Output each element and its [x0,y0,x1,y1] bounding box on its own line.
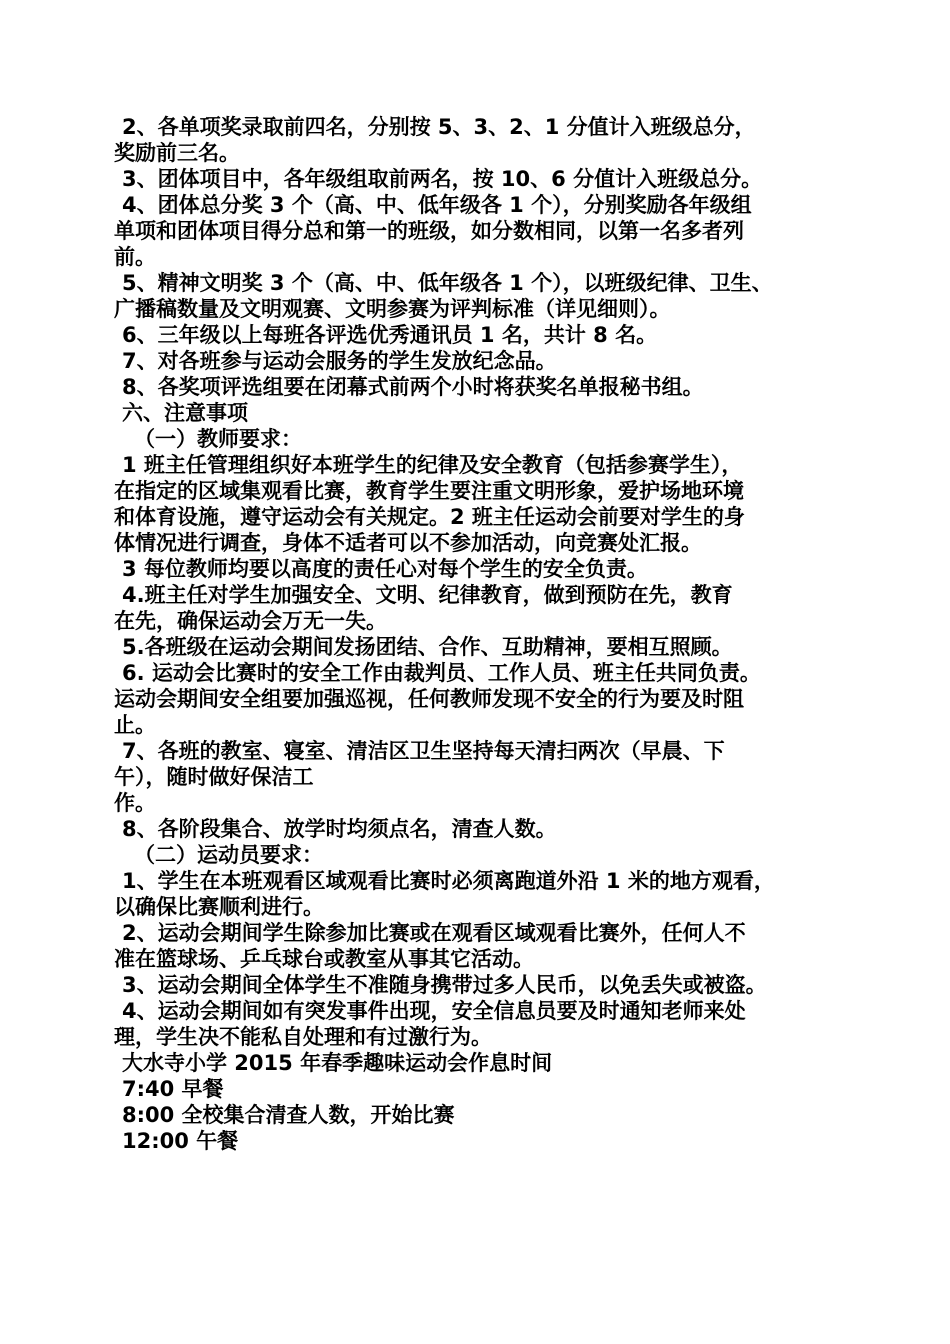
text-line: 以确保比赛顺利进行。 [114,895,324,919]
text-line: 作。 [114,791,156,815]
text-line: 5、精神文明奖 3 个（高、中、低年级各 1 个），以班级纪律、卫生、 [122,271,773,295]
text-line: 和体育设施，遵守运动会有关规定。2 班主任运动会前要对学生的身 [114,505,745,529]
text-line: 广播稿数量及文明观赛、文明参赛为评判标准（详见细则）。 [114,297,671,321]
text-line: 5.各班级在运动会期间发扬团结、合作、互助精神，要相互照顾。 [122,635,733,659]
text-line: 6. 运动会比赛时的安全工作由裁判员、工作人员、班主任共同负责。 [122,661,761,685]
text-line: 1、学生在本班观看区域观看比赛时必须离跑道外沿 1 米的地方观看， [122,869,775,893]
text-line: 7、各班的教室、寝室、清洁区卫生坚持每天清扫两次（早晨、下 [122,739,725,763]
text-line: （一）教师要求： [134,427,302,451]
text-line: 六、注意事项 [122,401,248,425]
text-line: 在指定的区域集观看比赛，教育学生要注重文明形象，爱护场地环境 [114,479,744,503]
text-line: 前。 [114,245,156,269]
text-line: 12:00 午餐 [122,1129,239,1153]
text-line: 3、团体项目中，各年级组取前两名，按 10、6 分值计入班级总分。 [122,167,763,191]
text-line: 3、运动会期间全体学生不准随身携带过多人民币，以免丢失或被盗。 [122,973,767,997]
text-line: 6、三年级以上每班各评选优秀通讯员 1 名，共计 8 名。 [122,323,658,347]
text-line: 7:40 早餐 [122,1077,224,1101]
text-line: 止。 [114,713,156,737]
text-line: 奖励前三名。 [114,141,240,165]
document-page [114,114,844,1154]
text-line: 大水寺小学 2015 年春季趣味运动会作息时间 [122,1051,553,1075]
text-line: 2、运动会期间学生除参加比赛或在观看区域观看比赛外，任何人不 [122,921,746,945]
text-line: 4、团体总分奖 3 个（高、中、低年级各 1 个），分别奖励各年级组 [122,193,752,217]
text-line: 在先，确保运动会万无一失。 [114,609,387,633]
text-line: 体情况进行调查，身体不适者可以不参加活动，向竞赛处汇报。 [114,531,702,555]
text-line: 4、运动会期间如有突发事件出现，安全信息员要及时通知老师来处 [122,999,746,1023]
text-line: 1 班主任管理组织好本班学生的纪律及安全教育（包括参赛学生）， [122,453,743,477]
text-line: 2、各单项奖录取前四名，分别按 5、3、2、1 分值计入班级总分， [122,115,756,139]
text-line: 3 每位教师均要以高度的责任心对每个学生的安全负责。 [122,557,648,581]
text-line: 7、对各班参与运动会服务的学生发放纪念品。 [122,349,557,373]
text-line: （二）运动员要求： [134,843,323,867]
text-line: 8、各阶段集合、放学时均须点名，清查人数。 [122,817,557,841]
text-line: 准在篮球场、乒乓球台或教室从事其它活动。 [114,947,534,971]
text-line: 8:00 全校集合清查人数，开始比赛 [122,1103,455,1127]
text-line: 理，学生决不能私自处理和有过激行为。 [114,1025,492,1049]
text-line: 8、各奖项评选组要在闭幕式前两个小时将获奖名单报秘书组。 [122,375,704,399]
text-line: 4.班主任对学生加强安全、文明、纪律教育，做到预防在先，教育 [122,583,733,607]
text-line: 运动会期间安全组要加强巡视，任何教师发现不安全的行为要及时阻 [114,687,744,711]
text-line: 午），随时做好保洁工 [114,765,314,789]
text-line: 单项和团体项目得分总和第一的班级，如分数相同，以第一名多者列 [114,219,744,243]
